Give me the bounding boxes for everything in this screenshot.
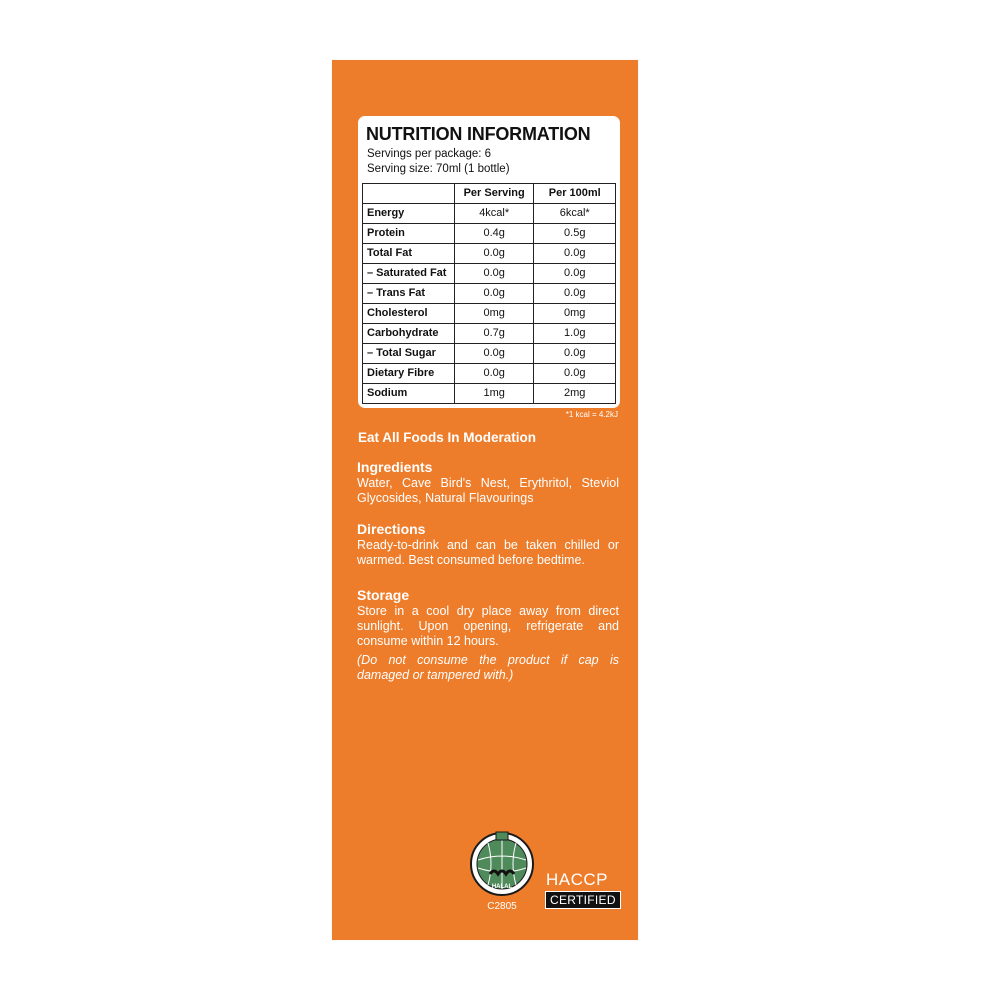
directions-title: Directions	[357, 521, 426, 537]
directions-body: Ready-to-drink and can be taken chilled or warmed. Best consumed before bedtime.	[357, 538, 619, 567]
table-row	[363, 204, 616, 224]
value-per-serving: 0.0g	[454, 344, 534, 364]
nutrient-name: Sodium	[363, 384, 455, 404]
value-per-serving: 1mg	[454, 384, 534, 404]
serving-size: Serving size: 70ml (1 bottle)	[367, 163, 510, 175]
value-per-100ml: 0.0g	[534, 284, 616, 304]
value-per-100ml: 0mg	[534, 304, 616, 324]
halal-code: C2805	[487, 901, 517, 912]
halal-label: HALAL	[491, 884, 513, 890]
storage-title: Storage	[357, 587, 410, 603]
table-row	[363, 244, 616, 264]
header-per-serving: Per Serving	[454, 184, 534, 204]
value-per-serving: 0.0g	[454, 244, 534, 264]
value-per-serving: 0.0g	[454, 284, 534, 304]
nutrient-name: – Saturated Fat	[363, 264, 455, 284]
nutrient-name: Energy	[363, 204, 455, 224]
moderation-text: Eat All Foods In Moderation	[358, 430, 536, 445]
table-row	[363, 344, 616, 364]
nutrient-name: Cholesterol	[363, 304, 455, 324]
table-row	[363, 304, 616, 324]
value-per-100ml: 2mg	[534, 384, 616, 404]
nutrition-title: NUTRITION INFORMATION	[366, 124, 591, 144]
nutrient-name: – Trans Fat	[363, 284, 455, 304]
header-nutrient	[363, 184, 455, 204]
value-per-serving: 4kcal*	[454, 204, 534, 224]
value-per-serving: 0.0g	[454, 364, 534, 384]
table-row	[363, 364, 616, 384]
ingredients-body: Water, Cave Bird's Nest, Erythritol, Steviol Glycosides, Natural Flavourings	[357, 476, 619, 505]
haccp-label: HACCP	[546, 870, 609, 889]
value-per-serving: 0.4g	[454, 224, 534, 244]
table-row	[363, 264, 616, 284]
table-row	[363, 284, 616, 304]
haccp-certified-badge: CERTIFIED	[545, 891, 621, 909]
value-per-serving: 0.0g	[454, 264, 534, 284]
table-header-row	[363, 184, 616, 204]
table-row	[363, 324, 616, 344]
table-row	[363, 384, 616, 404]
value-per-serving: 0mg	[454, 304, 534, 324]
nutrient-name: Dietary Fibre	[363, 364, 455, 384]
value-per-100ml: 0.5g	[534, 224, 616, 244]
storage-body: Store in a cool dry place away from direct sunlight. Upon opening, refrigerate and consume within 12 hours.	[357, 604, 619, 648]
nutrient-name: Protein	[363, 224, 455, 244]
value-per-100ml: 1.0g	[534, 324, 616, 344]
value-per-100ml: 0.0g	[534, 264, 616, 284]
nutrient-name: Carbohydrate	[363, 324, 455, 344]
header-per-100ml: Per 100ml	[534, 184, 616, 204]
value-per-serving: 0.7g	[454, 324, 534, 344]
ingredients-title: Ingredients	[357, 459, 433, 475]
nutrient-name: – Total Sugar	[363, 344, 455, 364]
servings-per-package: Servings per package: 6	[367, 148, 492, 160]
kcal-footnote: *1 kcal = 4.2kJ	[565, 410, 618, 419]
value-per-100ml: 0.0g	[534, 244, 616, 264]
value-per-100ml: 0.0g	[534, 344, 616, 364]
storage-note: (Do not consume the product if cap is damaged or tampered with.)	[357, 653, 619, 682]
value-per-100ml: 6kcal*	[534, 204, 616, 224]
nutrition-table	[362, 183, 616, 404]
halal-certification-logo	[468, 830, 536, 912]
value-per-100ml: 0.0g	[534, 364, 616, 384]
table-row	[363, 224, 616, 244]
nutrient-name: Total Fat	[363, 244, 455, 264]
